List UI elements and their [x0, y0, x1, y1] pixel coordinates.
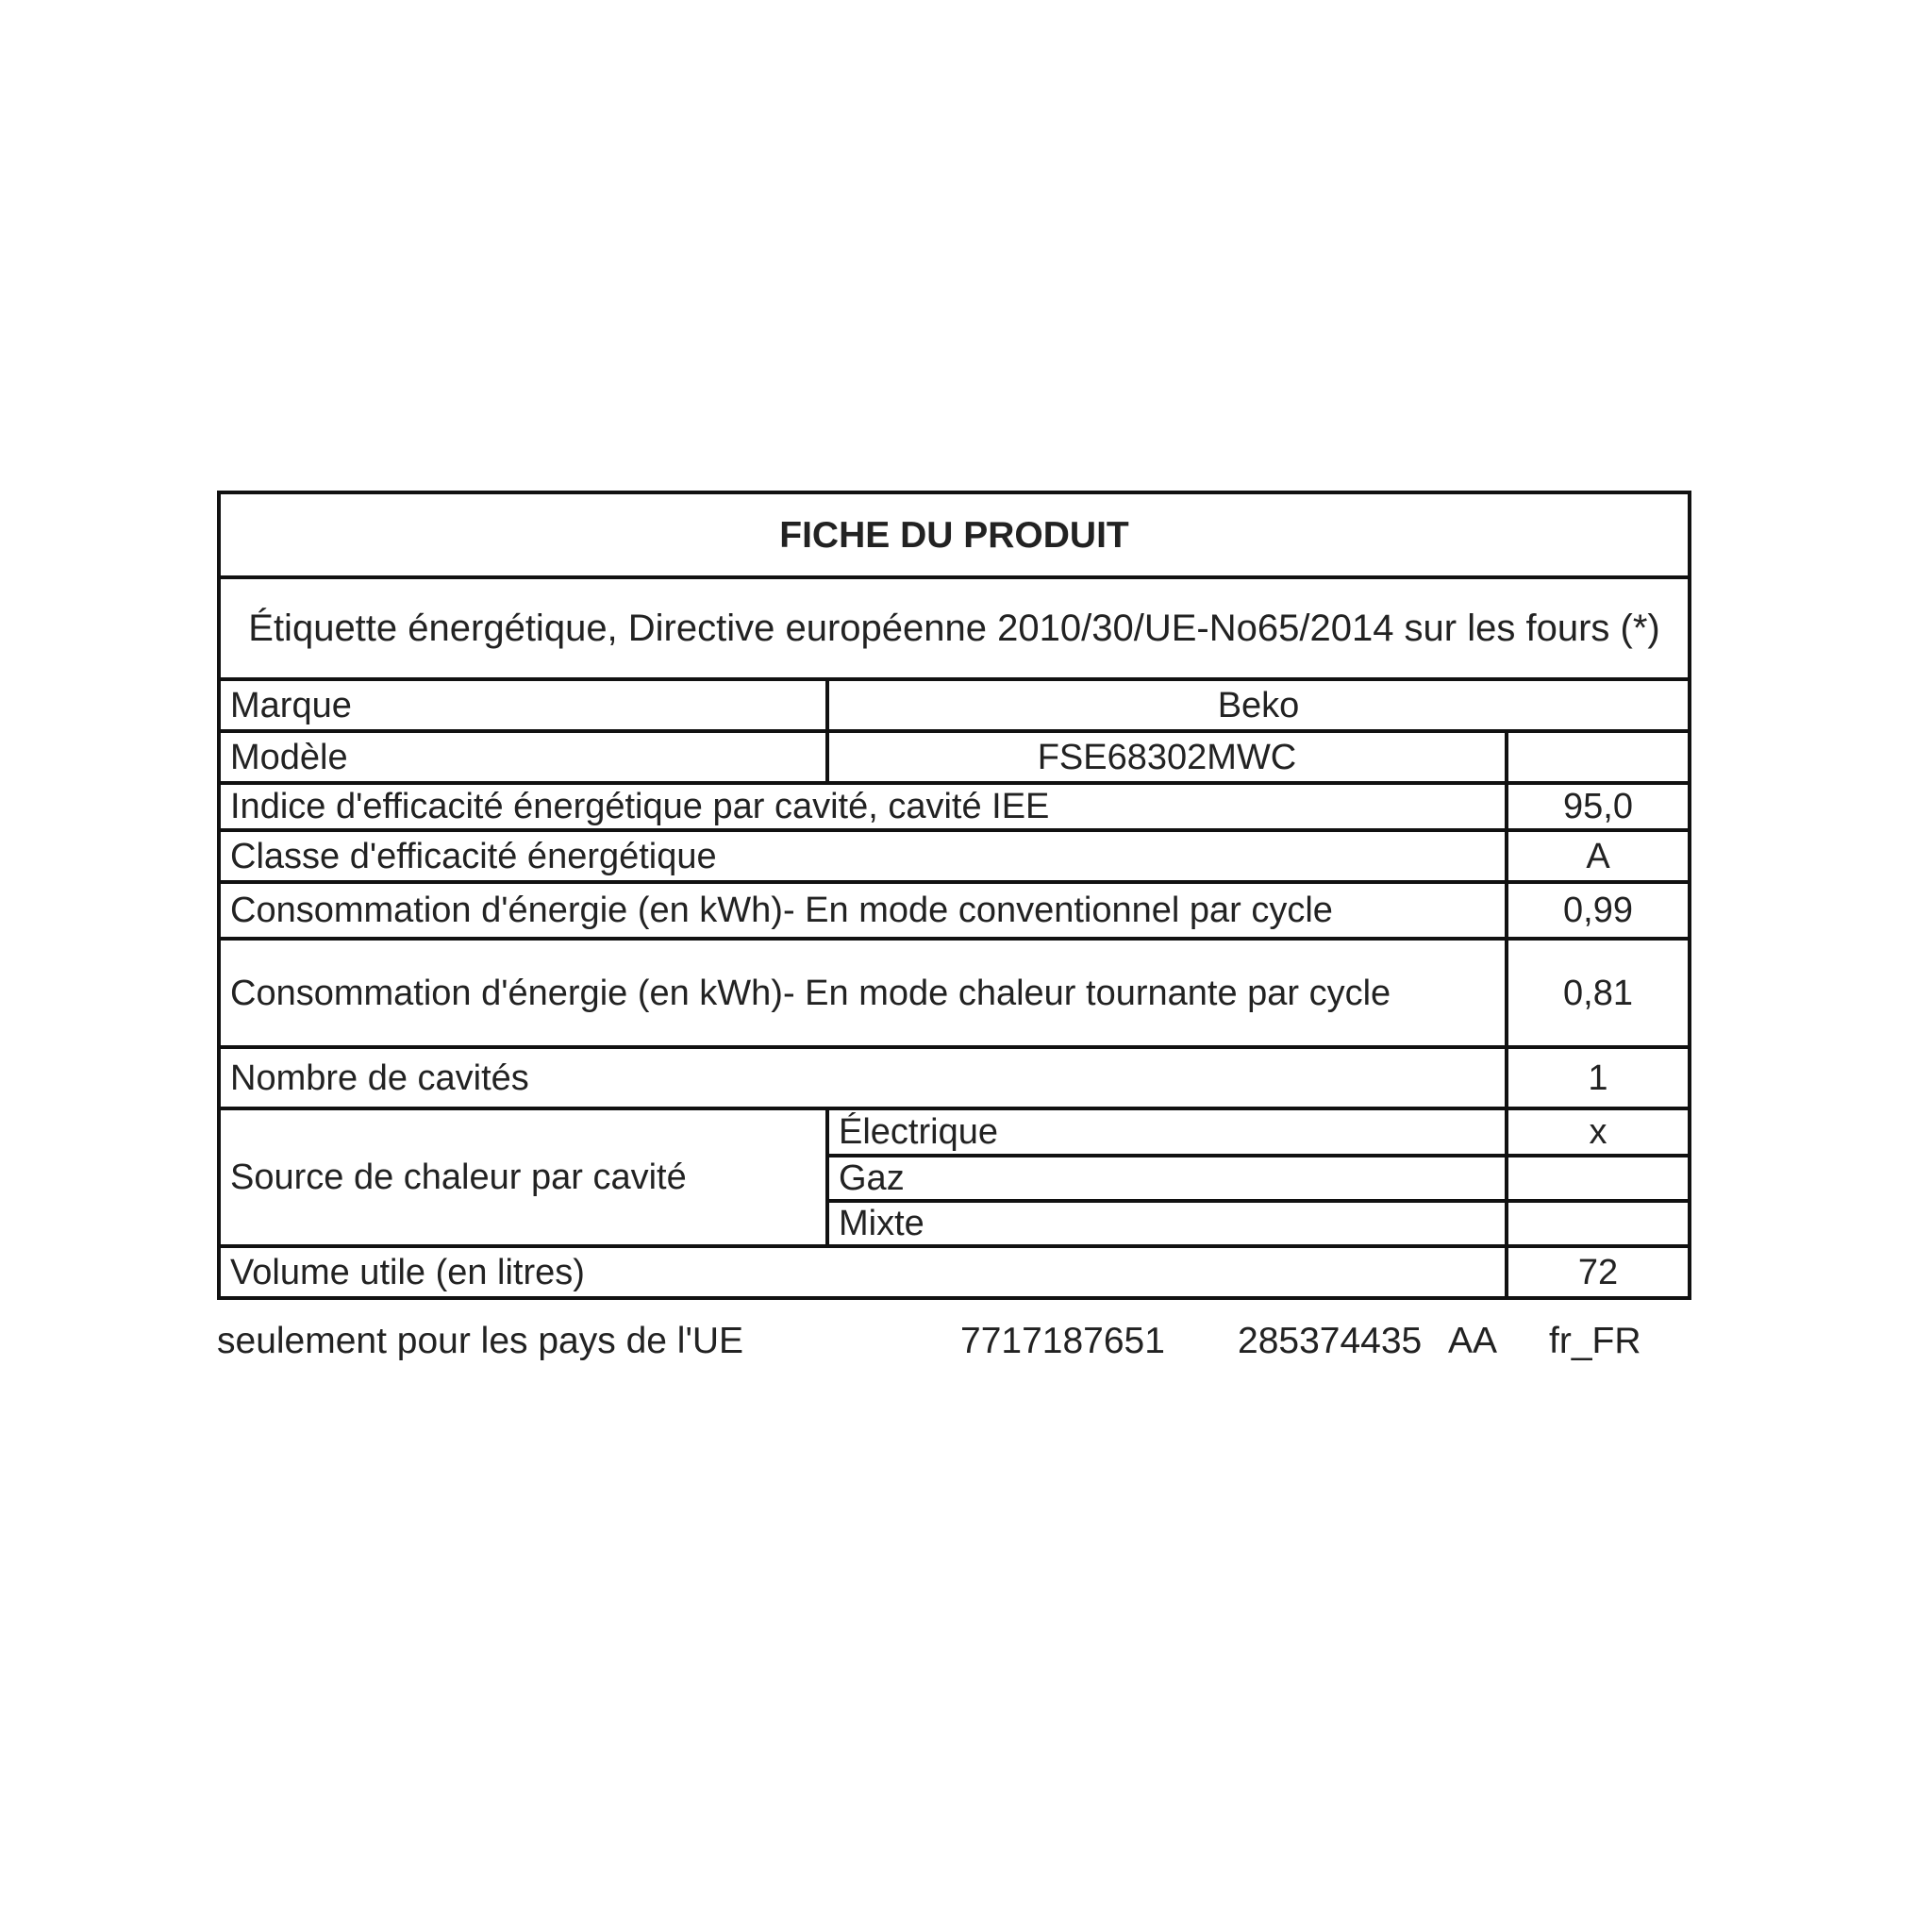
efficiency-index-value: 95,0	[1507, 783, 1690, 830]
brand-label: Marque	[219, 679, 827, 731]
heat-source-mixed-label: Mixte	[827, 1201, 1507, 1246]
consumption-conventional-value: 0,99	[1507, 882, 1690, 939]
heat-source-electric-value: x	[1507, 1108, 1690, 1156]
cavities-value: 1	[1507, 1047, 1690, 1108]
brand-value: Beko	[827, 679, 1690, 731]
efficiency-class-value: A	[1507, 830, 1690, 882]
volume-label: Volume utile (en litres)	[219, 1246, 1507, 1298]
heat-source-gas-value	[1507, 1156, 1690, 1201]
model-extra-cell	[1507, 731, 1690, 783]
footer-code-2: 285374435	[1238, 1321, 1423, 1361]
footer-locale: fr_FR	[1549, 1321, 1641, 1361]
volume-value: 72	[1507, 1246, 1690, 1298]
efficiency-index-label: Indice d'efficacité énergétique par cavité, cavité IEE	[219, 783, 1507, 830]
footer-code-3: AA	[1448, 1321, 1498, 1361]
consumption-fan-value: 0,81	[1507, 939, 1690, 1047]
consumption-conventional-label: Consommation d'énergie (en kWh)- En mode conventionnel par cycle	[219, 882, 1507, 939]
product-fiche-table	[217, 491, 1691, 1300]
fiche-title: FICHE DU PRODUIT	[219, 492, 1690, 577]
footer-line	[0, 1321, 1932, 1368]
footer-code-1: 7717187651	[960, 1321, 1165, 1361]
consumption-fan-label: Consommation d'énergie (en kWh)- En mode chaleur tournante par cycle	[219, 939, 1507, 1047]
directive-subtitle: Étiquette énergétique, Directive européenne 2010/30/UE-No65/2014 sur les fours (*)	[219, 577, 1690, 679]
model-label: Modèle	[219, 731, 827, 783]
heat-source-gas-label: Gaz	[827, 1156, 1507, 1201]
cavities-label: Nombre de cavités	[219, 1047, 1507, 1108]
heat-source-electric-label: Électrique	[827, 1108, 1507, 1156]
model-value: FSE68302MWC	[827, 731, 1507, 783]
footer-note: seulement pour les pays de l'UE	[217, 1321, 744, 1361]
heat-source-mixed-value	[1507, 1201, 1690, 1246]
efficiency-class-label: Classe d'efficacité énergétique	[219, 830, 1507, 882]
heat-source-label: Source de chaleur par cavité	[219, 1108, 827, 1246]
